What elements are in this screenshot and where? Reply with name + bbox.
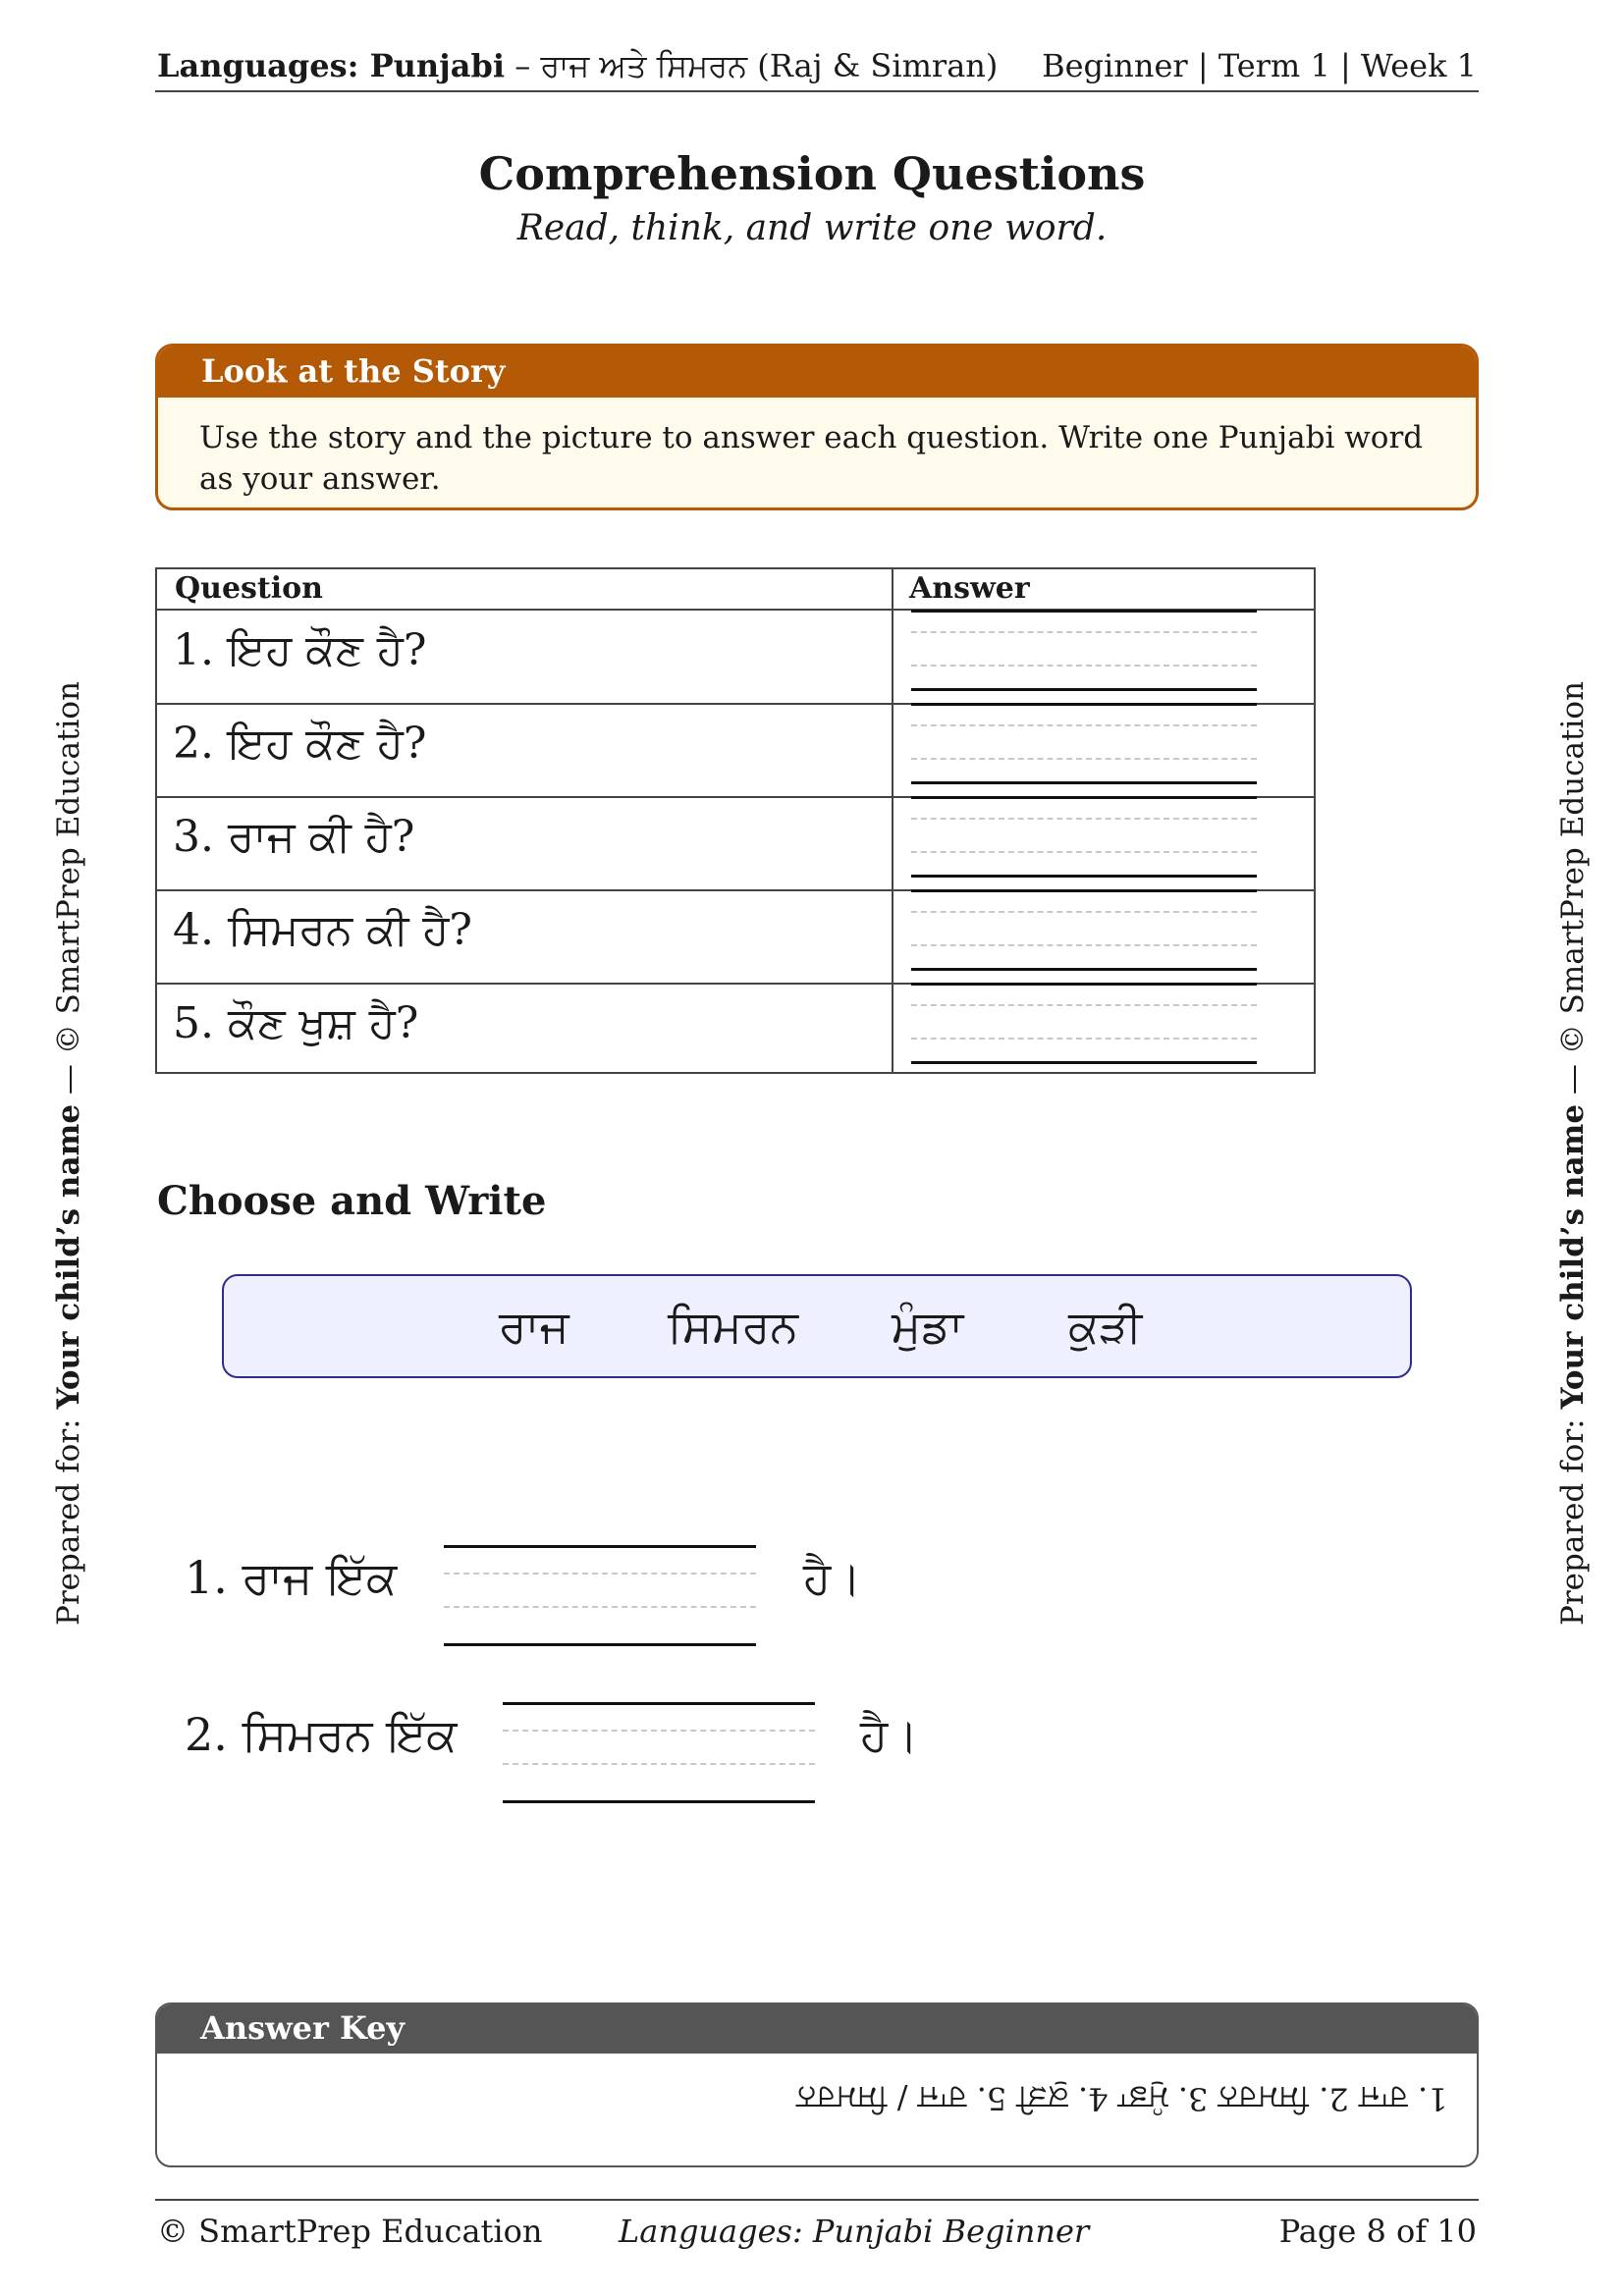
table-row xyxy=(157,796,1314,891)
page-subtitle: Read, think, and write one word. xyxy=(516,208,1108,248)
question-text: 4. ਸਿਮਰਨ ਕੀ ਹੈ? xyxy=(173,905,473,955)
answer-key-heading: Answer Key xyxy=(157,2004,1477,2054)
table-row xyxy=(157,703,1314,798)
question-text: 1. ਇਹ ਕੌਣ ਹੈ? xyxy=(173,625,427,675)
answer-writing-line[interactable] xyxy=(911,983,1257,1076)
answer-key-box xyxy=(155,2002,1479,2167)
answer-key-text: 1. ਰਾਜ 2. ਸਿਮਰਨ 3. ਮੁੰਡਾ 4. ਕੁੜੀ 5. ਰਾਜ / ਸਿਮਰਨ xyxy=(795,2080,1447,2117)
table-row xyxy=(157,610,1314,705)
page-footer xyxy=(155,2199,1479,2260)
header-level: Beginner | Term 1 | Week 1 xyxy=(1042,47,1477,84)
fill-in-blank-line[interactable] xyxy=(503,1702,815,1804)
page-header xyxy=(155,43,1479,92)
answer-column-header: Answer xyxy=(909,571,1030,606)
footer-page-number: Page 8 of 10 xyxy=(1278,2213,1477,2250)
answer-writing-line[interactable] xyxy=(911,889,1257,983)
side-text-right: Prepared for: Your child’s name — © SmartPrep Education xyxy=(1555,680,1591,1627)
footer-copyright: © SmartPrep Education xyxy=(157,2213,543,2250)
subject-label: Languages: Punjabi xyxy=(157,47,506,84)
child-name: Your child’s name xyxy=(1555,1103,1591,1410)
questions-table xyxy=(155,567,1316,1074)
side-text-left: Prepared for: Your child’s name — © SmartPrep Education xyxy=(51,680,86,1627)
answer-writing-line[interactable] xyxy=(911,703,1257,796)
sentence-prefix: 2. ਸਿਮਰਨ ਇੱਕ xyxy=(185,1708,458,1761)
sentence-prefix: 1. ਰਾਜ ਇੱਕ xyxy=(185,1551,398,1604)
word-bank xyxy=(222,1274,1412,1378)
page-title: Comprehension Questions xyxy=(478,147,1146,200)
footer-course: Languages: Punjabi Beginner xyxy=(619,2213,1090,2250)
sentence-suffix: ਹੈ। xyxy=(860,1708,919,1761)
fill-in-blank-line[interactable] xyxy=(444,1545,756,1647)
table-row xyxy=(157,889,1314,985)
question-text: 2. ਇਹ ਕੌਣ ਹੈ? xyxy=(173,719,427,769)
answer-writing-line[interactable] xyxy=(911,610,1257,703)
word-bank-item: ਰਾਜ xyxy=(499,1300,569,1353)
table-row xyxy=(157,983,1314,1076)
sentence-suffix: ਹੈ। xyxy=(803,1551,862,1604)
story-box xyxy=(155,344,1479,510)
table-header xyxy=(157,569,1314,611)
header-left xyxy=(157,47,998,85)
word-bank-item: ਸਿਮਰਨ xyxy=(668,1300,798,1353)
word-bank-item: ਮੁੰਡਾ xyxy=(892,1300,964,1353)
child-name: Your child’s name xyxy=(51,1103,86,1410)
question-text: 3. ਰਾਜ ਕੀ ਹੈ? xyxy=(173,812,415,862)
story-box-body: Use the story and the picture to answer each question. Write one Punjabi word as your answer. xyxy=(199,420,1424,497)
story-title: – ਰਾਜ ਅਤੇ ਸਿਮਰਨ (Raj & Simran) xyxy=(505,47,999,84)
answer-writing-line[interactable] xyxy=(911,796,1257,889)
section-heading: Choose and Write xyxy=(157,1178,547,1224)
question-text: 5. ਕੌਣ ਖੁਸ਼ ਹੈ? xyxy=(173,998,419,1048)
word-bank-item: ਕੁੜੀ xyxy=(1068,1300,1143,1353)
question-column-header: Question xyxy=(175,571,323,606)
story-box-heading: Look at the Story xyxy=(158,347,1476,398)
